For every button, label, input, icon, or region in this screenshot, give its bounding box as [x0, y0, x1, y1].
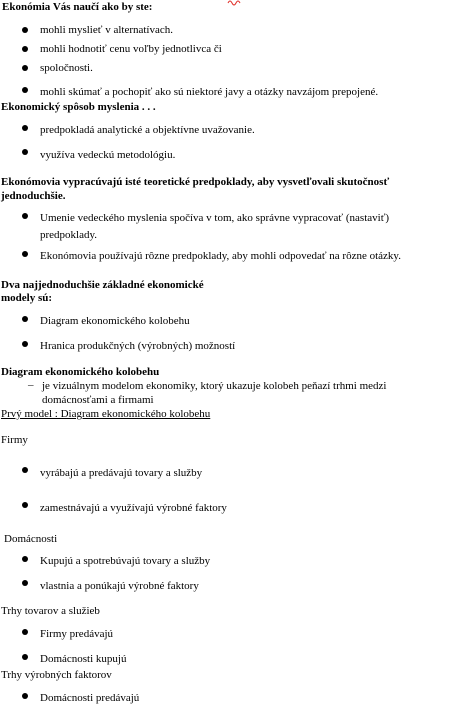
list-item: Domácnosti kupujú	[40, 653, 127, 665]
list-item: Umenie vedeckého myslenia spočíva v tom, ako správne vypracovať (nastaviť)	[40, 212, 390, 224]
definition-line2: domácnosťami a firmami	[42, 394, 154, 406]
list-item: vlastnia a ponúkajú výrobné faktory	[40, 580, 199, 592]
list-item: Hranica produkčných (výrobných) možností	[40, 340, 236, 352]
bullet-icon	[22, 467, 28, 473]
list-item: vyrábajú a predávajú tovary a služby	[40, 467, 203, 479]
bullet-icon	[22, 580, 28, 586]
bullet-icon	[22, 556, 28, 562]
bullet-icon	[22, 27, 28, 33]
list-item: spoločnosti.	[40, 62, 93, 74]
households-label: Domácnosti	[4, 533, 58, 545]
bullet-icon	[22, 149, 28, 155]
list-item: zamestnávajú a využívajú výrobné faktory	[40, 502, 227, 514]
list-item: využíva vedeckú metodológiu.	[40, 149, 176, 161]
bullet-icon	[22, 654, 28, 660]
section-heading-models-line2: modely sú:	[1, 292, 53, 304]
definition-line1: je vizuálnym modelom ekonomiky, ktorý ukazuje kolobeh peňazí trhmi medzi	[42, 380, 387, 392]
section-heading-assumptions-line2: jednoduchšie.	[1, 190, 66, 202]
model-title: Prvý model : Diagram ekonomického kolobehu	[1, 408, 211, 420]
bullet-icon	[22, 629, 28, 635]
bullet-icon	[22, 213, 28, 219]
bullet-icon	[22, 316, 28, 322]
bullet-icon	[22, 251, 28, 257]
list-item: predpokladá analytické a objektívne uvažovanie.	[40, 124, 255, 136]
list-item: mohli myslieť v alternatívach.	[40, 24, 173, 36]
bullet-icon	[22, 693, 28, 699]
dash-marker: –	[28, 379, 34, 391]
section-heading-circular-flow: Diagram ekonomického kolobehu	[1, 366, 160, 378]
bullet-icon	[22, 341, 28, 347]
bullet-icon	[22, 65, 28, 71]
list-item: mohli skúmať a pochopiť ako sú niektoré javy a otázky navzájom prepojené.	[40, 86, 379, 98]
bullet-icon	[22, 87, 28, 93]
list-item: Domácnosti predávajú	[40, 692, 140, 704]
bullet-icon	[22, 46, 28, 52]
section-heading-economic-thinking: Ekonomický spôsob myslenia . . .	[1, 101, 156, 113]
list-item-continuation: predpoklady.	[40, 229, 98, 241]
list-item: Kupujú a spotrebúvajú tovary a služby	[40, 555, 211, 567]
decorative-swirl-icon	[227, 0, 243, 6]
bullet-icon	[22, 502, 28, 508]
firms-label: Firmy	[1, 434, 28, 446]
section-heading-economics-teaches: Ekonómia Vás naučí ako by ste:	[2, 1, 153, 13]
list-item: mohli hodnotiť cenu voľby jednotlivca či	[40, 43, 222, 55]
section-heading-assumptions-line1: Ekonómovia vypracúvajú isté teoretické predpoklady, aby vysvetľovali skutočnosť	[1, 176, 390, 188]
list-item: Ekonómovia používajú rôzne predpoklady, aby mohli odpovedať na rôzne otázky.	[40, 250, 401, 262]
section-heading-models-line1: Dva najjednoduchšie základné ekonomické	[1, 279, 204, 291]
factor-markets-label: Trhy výrobných faktorov	[1, 669, 112, 681]
bullet-icon	[22, 125, 28, 131]
goods-markets-label: Trhy tovarov a služieb	[1, 605, 100, 617]
list-item: Firmy predávajú	[40, 628, 114, 640]
list-item: Diagram ekonomického kolobehu	[40, 315, 190, 327]
